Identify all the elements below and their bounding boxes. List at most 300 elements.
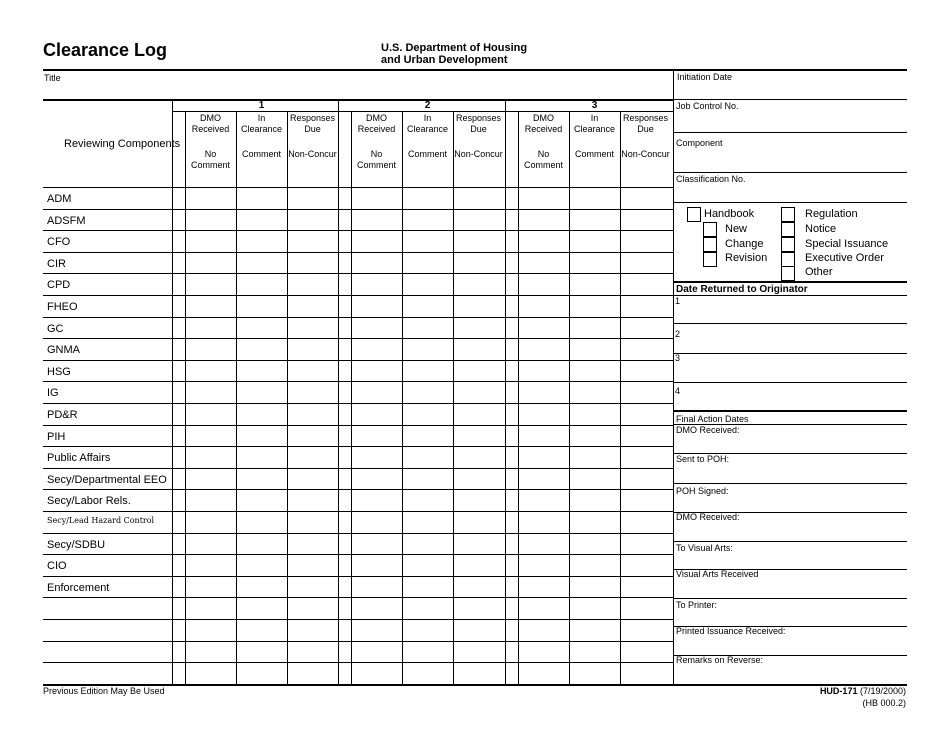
log-cell[interactable]	[454, 555, 503, 575]
log-cell[interactable]	[454, 620, 503, 640]
col-header-top: Responses	[622, 113, 669, 123]
log-cell[interactable]	[352, 642, 401, 662]
log-cell[interactable]	[570, 382, 619, 402]
log-cell[interactable]	[570, 210, 619, 230]
log-cell[interactable]	[403, 555, 452, 575]
log-cell[interactable]	[454, 426, 503, 446]
revision-checkbox[interactable]	[703, 252, 717, 267]
log-cell[interactable]	[403, 210, 452, 230]
log-cell[interactable]	[186, 620, 235, 640]
log-cell[interactable]	[352, 598, 401, 618]
initiation-date-label: Initiation Date	[677, 72, 733, 82]
handbook-number: (HB 000.2)	[862, 698, 906, 708]
log-cell[interactable]	[352, 620, 401, 640]
log-cell[interactable]	[186, 663, 235, 683]
log-cell[interactable]	[519, 577, 568, 597]
log-cell[interactable]	[186, 447, 235, 467]
col-header-bottom: Comment	[574, 149, 614, 159]
col-header-top: DMO	[533, 113, 554, 123]
final-action-field[interactable]	[760, 656, 906, 682]
log-cell[interactable]	[237, 663, 286, 683]
returned-number-2: 2	[675, 329, 681, 339]
log-cell[interactable]	[237, 534, 286, 554]
col-header-top: Received	[357, 124, 396, 134]
log-cell[interactable]	[621, 382, 670, 402]
log-cell[interactable]	[288, 642, 337, 662]
log-cell[interactable]	[403, 339, 452, 359]
log-cell[interactable]	[621, 253, 670, 273]
log-cell[interactable]	[403, 231, 452, 251]
log-cell[interactable]	[237, 447, 286, 467]
reviewing-components-label: Reviewing Components	[64, 138, 181, 150]
col-header-top: In	[590, 113, 599, 123]
log-cell[interactable]	[403, 598, 452, 618]
log-cell[interactable]	[519, 253, 568, 273]
title-field[interactable]	[44, 84, 672, 98]
log-cell[interactable]	[237, 620, 286, 640]
log-cell[interactable]	[403, 404, 452, 424]
log-cell[interactable]	[454, 663, 503, 683]
regulation-checkbox[interactable]	[781, 207, 795, 222]
log-cell[interactable]	[519, 512, 568, 532]
notice-checkbox[interactable]	[781, 222, 795, 237]
returned-date-field-1[interactable]	[682, 297, 906, 321]
log-cell[interactable]	[403, 642, 452, 662]
previous-edition-note: Previous Edition May Be Used	[43, 686, 165, 696]
log-cell[interactable]	[570, 512, 619, 532]
log-cell[interactable]	[352, 447, 401, 467]
new-checkbox[interactable]	[703, 222, 717, 237]
log-cell[interactable]	[454, 642, 503, 662]
log-cell[interactable]	[519, 210, 568, 230]
log-cell[interactable]	[519, 318, 568, 338]
log-cell[interactable]	[288, 231, 337, 251]
log-cell[interactable]	[352, 361, 401, 381]
department-line-2: and Urban Development	[381, 54, 508, 66]
handbook-checkbox[interactable]	[687, 207, 701, 222]
component-label: CPD	[47, 279, 71, 291]
component-label: HSG	[47, 366, 71, 378]
log-cell[interactable]	[352, 534, 401, 554]
log-cell[interactable]	[570, 598, 619, 618]
log-cell[interactable]	[288, 555, 337, 575]
log-cell[interactable]	[570, 663, 619, 683]
component-label: CFO	[47, 236, 71, 248]
log-cell[interactable]	[621, 469, 670, 489]
log-cell[interactable]	[454, 339, 503, 359]
returned-rule	[673, 323, 907, 324]
log-cell[interactable]	[237, 404, 286, 424]
log-cell[interactable]	[570, 404, 619, 424]
log-cell[interactable]	[237, 231, 286, 251]
log-cell[interactable]	[454, 296, 503, 316]
log-cell[interactable]	[570, 555, 619, 575]
col-header-top: Due	[470, 124, 487, 134]
log-cell[interactable]	[352, 382, 401, 402]
log-cell[interactable]	[621, 620, 670, 640]
log-cell[interactable]	[403, 663, 452, 683]
log-cell[interactable]	[186, 598, 235, 618]
log-cell[interactable]	[570, 447, 619, 467]
log-cell[interactable]	[186, 210, 235, 230]
log-cell[interactable]	[570, 577, 619, 597]
log-cell[interactable]	[237, 361, 286, 381]
returned-number-4: 4	[675, 386, 681, 396]
log-cell[interactable]	[352, 231, 401, 251]
panel-divider	[673, 70, 674, 684]
log-cell[interactable]	[288, 426, 337, 446]
log-cell[interactable]	[352, 339, 401, 359]
log-cell[interactable]	[237, 253, 286, 273]
log-cell[interactable]	[186, 296, 235, 316]
log-cell[interactable]	[570, 318, 619, 338]
log-cell[interactable]	[403, 534, 452, 554]
log-cell[interactable]	[519, 274, 568, 294]
log-cell[interactable]	[621, 318, 670, 338]
log-cell[interactable]	[621, 361, 670, 381]
log-cell[interactable]	[237, 339, 286, 359]
col-header-bottom: Non-Concur	[288, 149, 337, 159]
log-cell[interactable]	[288, 339, 337, 359]
log-cell[interactable]	[403, 469, 452, 489]
log-cell[interactable]	[454, 188, 503, 208]
log-cell[interactable]	[403, 382, 452, 402]
returned-date-field-4[interactable]	[682, 387, 906, 408]
log-cell[interactable]	[288, 663, 337, 683]
log-cell[interactable]	[519, 663, 568, 683]
log-cell[interactable]	[186, 274, 235, 294]
job-control-field[interactable]	[676, 112, 906, 131]
log-cell[interactable]	[403, 318, 452, 338]
log-cell[interactable]	[454, 490, 503, 510]
final-action-field[interactable]	[760, 627, 906, 653]
col-header-top: Responses	[289, 113, 336, 123]
log-cell[interactable]	[454, 231, 503, 251]
log-cell[interactable]	[570, 534, 619, 554]
final-action-field[interactable]	[760, 426, 906, 451]
log-cell[interactable]	[454, 318, 503, 338]
log-cell[interactable]	[237, 210, 286, 230]
rule-right-2	[673, 132, 907, 133]
log-cell[interactable]	[237, 490, 286, 510]
col-header-top: Clearance	[406, 124, 449, 134]
col-header-bottom: Comment	[523, 160, 563, 170]
col-header-top: DMO	[200, 113, 221, 123]
log-cell[interactable]	[403, 490, 452, 510]
log-cell[interactable]	[237, 555, 286, 575]
log-cell[interactable]	[621, 490, 670, 510]
returned-rule	[673, 382, 907, 383]
component-label: Component	[676, 138, 723, 148]
log-cell[interactable]	[288, 253, 337, 273]
log-cell[interactable]	[454, 253, 503, 273]
log-cell[interactable]	[186, 318, 235, 338]
component-label: ADM	[47, 193, 72, 205]
log-cell[interactable]	[186, 188, 235, 208]
log-cell[interactable]	[288, 620, 337, 640]
returned-rule	[673, 410, 907, 412]
group-number-3: 3	[591, 100, 598, 111]
log-cell[interactable]	[237, 188, 286, 208]
log-cell[interactable]	[454, 382, 503, 402]
log-cell[interactable]	[352, 469, 401, 489]
log-cell[interactable]	[454, 361, 503, 381]
log-cell[interactable]	[454, 210, 503, 230]
final-action-field[interactable]	[760, 544, 906, 567]
log-cell[interactable]	[288, 447, 337, 467]
special-issuance-label: Special Issuance	[805, 238, 889, 250]
form-number-code: HUD-171	[819, 686, 858, 696]
log-cell[interactable]	[352, 188, 401, 208]
log-cell[interactable]	[621, 426, 670, 446]
log-cell[interactable]	[519, 490, 568, 510]
log-cell[interactable]	[288, 188, 337, 208]
classification-label: Classification No.	[676, 174, 746, 184]
log-cell[interactable]	[519, 447, 568, 467]
log-cell[interactable]	[454, 598, 503, 618]
log-cell[interactable]	[186, 404, 235, 424]
log-cell[interactable]	[186, 555, 235, 575]
component-label: Secy/Lead Hazard Control	[47, 516, 155, 525]
log-cell[interactable]	[621, 296, 670, 316]
log-cell[interactable]	[352, 663, 401, 683]
final-rule	[673, 483, 907, 484]
component-label: Secy/Labor Rels.	[47, 495, 131, 507]
log-cell[interactable]	[519, 188, 568, 208]
log-cell[interactable]	[570, 490, 619, 510]
log-cell[interactable]	[570, 253, 619, 273]
log-cell[interactable]	[186, 231, 235, 251]
col-header-top: Received	[191, 124, 230, 134]
log-cell[interactable]	[237, 469, 286, 489]
log-cell[interactable]	[403, 620, 452, 640]
log-cell[interactable]	[621, 577, 670, 597]
log-cell[interactable]	[519, 555, 568, 575]
log-cell[interactable]	[403, 188, 452, 208]
log-cell[interactable]	[621, 512, 670, 532]
log-cell[interactable]	[352, 253, 401, 273]
log-cell[interactable]	[288, 534, 337, 554]
log-cell[interactable]	[352, 296, 401, 316]
log-cell[interactable]	[621, 210, 670, 230]
log-cell[interactable]	[237, 577, 286, 597]
log-cell[interactable]	[519, 404, 568, 424]
col-header-bottom: No	[370, 149, 383, 159]
initiation-date-field[interactable]	[676, 84, 906, 98]
returned-date-field-3[interactable]	[682, 354, 906, 380]
component-field[interactable]	[676, 149, 906, 171]
log-cell[interactable]	[237, 426, 286, 446]
log-cell[interactable]	[186, 512, 235, 532]
log-cell[interactable]	[621, 339, 670, 359]
log-cell[interactable]	[519, 598, 568, 618]
other-checkbox[interactable]	[781, 266, 795, 281]
rule-right-4	[673, 202, 907, 203]
final-action-field[interactable]	[760, 513, 906, 539]
component-label: Enforcement	[47, 582, 110, 594]
log-cell[interactable]	[288, 490, 337, 510]
log-cell[interactable]	[186, 642, 235, 662]
log-cell[interactable]	[186, 253, 235, 273]
returned-date-field-2[interactable]	[682, 330, 906, 351]
component-label: Public Affairs	[47, 452, 111, 464]
log-cell[interactable]	[403, 296, 452, 316]
log-cell[interactable]	[186, 490, 235, 510]
col-header-bottom: Comment	[190, 160, 230, 170]
log-cell[interactable]	[570, 620, 619, 640]
final-action-field[interactable]	[760, 487, 906, 510]
notice-label: Notice	[805, 223, 837, 235]
component-label: GC	[47, 323, 64, 335]
log-cell[interactable]	[570, 361, 619, 381]
log-cell[interactable]	[352, 210, 401, 230]
log-cell[interactable]	[454, 512, 503, 532]
log-cell[interactable]	[403, 361, 452, 381]
log-cell[interactable]	[570, 188, 619, 208]
log-cell[interactable]	[519, 339, 568, 359]
log-cell[interactable]	[352, 512, 401, 532]
log-cell[interactable]	[519, 534, 568, 554]
log-cell[interactable]	[352, 426, 401, 446]
log-cell[interactable]	[288, 382, 337, 402]
final-rule	[673, 598, 907, 599]
log-cell[interactable]	[403, 426, 452, 446]
log-cell[interactable]	[519, 361, 568, 381]
log-cell[interactable]	[288, 577, 337, 597]
log-cell[interactable]	[454, 534, 503, 554]
log-cell[interactable]	[352, 577, 401, 597]
log-cell[interactable]	[621, 534, 670, 554]
col-header-bottom: No	[537, 149, 550, 159]
log-cell[interactable]	[570, 469, 619, 489]
log-cell[interactable]	[288, 598, 337, 618]
log-cell[interactable]	[288, 274, 337, 294]
log-cell[interactable]	[288, 296, 337, 316]
final-action-item: To Printer:	[676, 600, 718, 610]
log-cell[interactable]	[288, 361, 337, 381]
log-cell[interactable]	[519, 296, 568, 316]
final-action-item: POH Signed:	[676, 486, 729, 496]
log-cell[interactable]	[519, 382, 568, 402]
log-cell[interactable]	[570, 426, 619, 446]
log-cell[interactable]	[288, 404, 337, 424]
log-cell[interactable]	[519, 620, 568, 640]
log-cell[interactable]	[186, 469, 235, 489]
log-cell[interactable]	[403, 577, 452, 597]
log-cell[interactable]	[519, 426, 568, 446]
log-cell[interactable]	[519, 231, 568, 251]
log-cell[interactable]	[454, 404, 503, 424]
log-cell[interactable]	[237, 598, 286, 618]
log-cell[interactable]	[352, 274, 401, 294]
log-cell[interactable]	[186, 339, 235, 359]
log-cell[interactable]	[621, 642, 670, 662]
final-action-field[interactable]	[760, 570, 906, 596]
log-cell[interactable]	[352, 318, 401, 338]
col-header-top: Due	[304, 124, 321, 134]
log-cell[interactable]	[186, 361, 235, 381]
col-header-top: In	[423, 113, 432, 123]
col-header-top: In	[257, 113, 266, 123]
log-cell[interactable]	[186, 577, 235, 597]
log-cell[interactable]	[186, 426, 235, 446]
log-cell[interactable]	[519, 642, 568, 662]
date-returned-label: Date Returned to Originator	[676, 284, 808, 295]
top-rule	[43, 69, 907, 71]
log-cell[interactable]	[403, 274, 452, 294]
log-cell[interactable]	[352, 555, 401, 575]
log-cell[interactable]	[454, 469, 503, 489]
component-label: IG	[47, 387, 59, 399]
log-cell[interactable]	[621, 274, 670, 294]
regulation-label: Regulation	[805, 208, 858, 220]
log-cell[interactable]	[403, 253, 452, 273]
log-cell[interactable]	[288, 210, 337, 230]
form-date: (7/19/2000)	[857, 686, 906, 696]
log-cell[interactable]	[454, 447, 503, 467]
log-cell[interactable]	[237, 274, 286, 294]
log-cell[interactable]	[621, 598, 670, 618]
log-cell[interactable]	[237, 318, 286, 338]
log-cell[interactable]	[570, 642, 619, 662]
final-action-field[interactable]	[760, 601, 906, 624]
handbook-label: Handbook	[704, 208, 755, 220]
log-cell[interactable]	[621, 404, 670, 424]
log-cell[interactable]	[621, 663, 670, 683]
log-cell[interactable]	[570, 296, 619, 316]
log-cell[interactable]	[186, 534, 235, 554]
log-cell[interactable]	[621, 188, 670, 208]
log-cell[interactable]	[237, 642, 286, 662]
rule-right-5	[673, 281, 907, 283]
log-cell[interactable]	[237, 382, 286, 402]
change-checkbox[interactable]	[703, 237, 717, 252]
log-cell[interactable]	[621, 231, 670, 251]
final-action-item: To Visual Arts:	[676, 543, 733, 553]
group-number-2: 2	[424, 100, 431, 111]
log-cell[interactable]	[352, 490, 401, 510]
log-cell[interactable]	[403, 512, 452, 532]
log-cell[interactable]	[519, 469, 568, 489]
log-cell[interactable]	[403, 447, 452, 467]
log-cell[interactable]	[454, 274, 503, 294]
col-header-bottom: Comment	[241, 149, 281, 159]
form-title: Clearance Log	[43, 40, 168, 60]
log-cell[interactable]	[454, 577, 503, 597]
component-label: CIR	[47, 258, 66, 270]
classification-field[interactable]	[676, 185, 906, 201]
log-cell[interactable]	[621, 555, 670, 575]
executive-order-checkbox[interactable]	[781, 252, 795, 267]
log-cell[interactable]	[288, 469, 337, 489]
log-cell[interactable]	[288, 512, 337, 532]
log-cell[interactable]	[237, 296, 286, 316]
final-action-field[interactable]	[760, 455, 906, 481]
final-action-item: DMO Received:	[676, 425, 740, 435]
log-cell[interactable]	[570, 339, 619, 359]
log-cell[interactable]	[288, 318, 337, 338]
log-cell[interactable]	[570, 274, 619, 294]
component-label: CIO	[47, 560, 67, 572]
special-issuance-checkbox[interactable]	[781, 237, 795, 252]
log-cell[interactable]	[352, 404, 401, 424]
col-header-bottom: Non-Concur	[621, 149, 670, 159]
log-cell[interactable]	[570, 231, 619, 251]
log-cell[interactable]	[237, 512, 286, 532]
log-cell[interactable]	[186, 382, 235, 402]
component-label: Secy/SDBU	[47, 539, 106, 551]
log-cell[interactable]	[621, 447, 670, 467]
